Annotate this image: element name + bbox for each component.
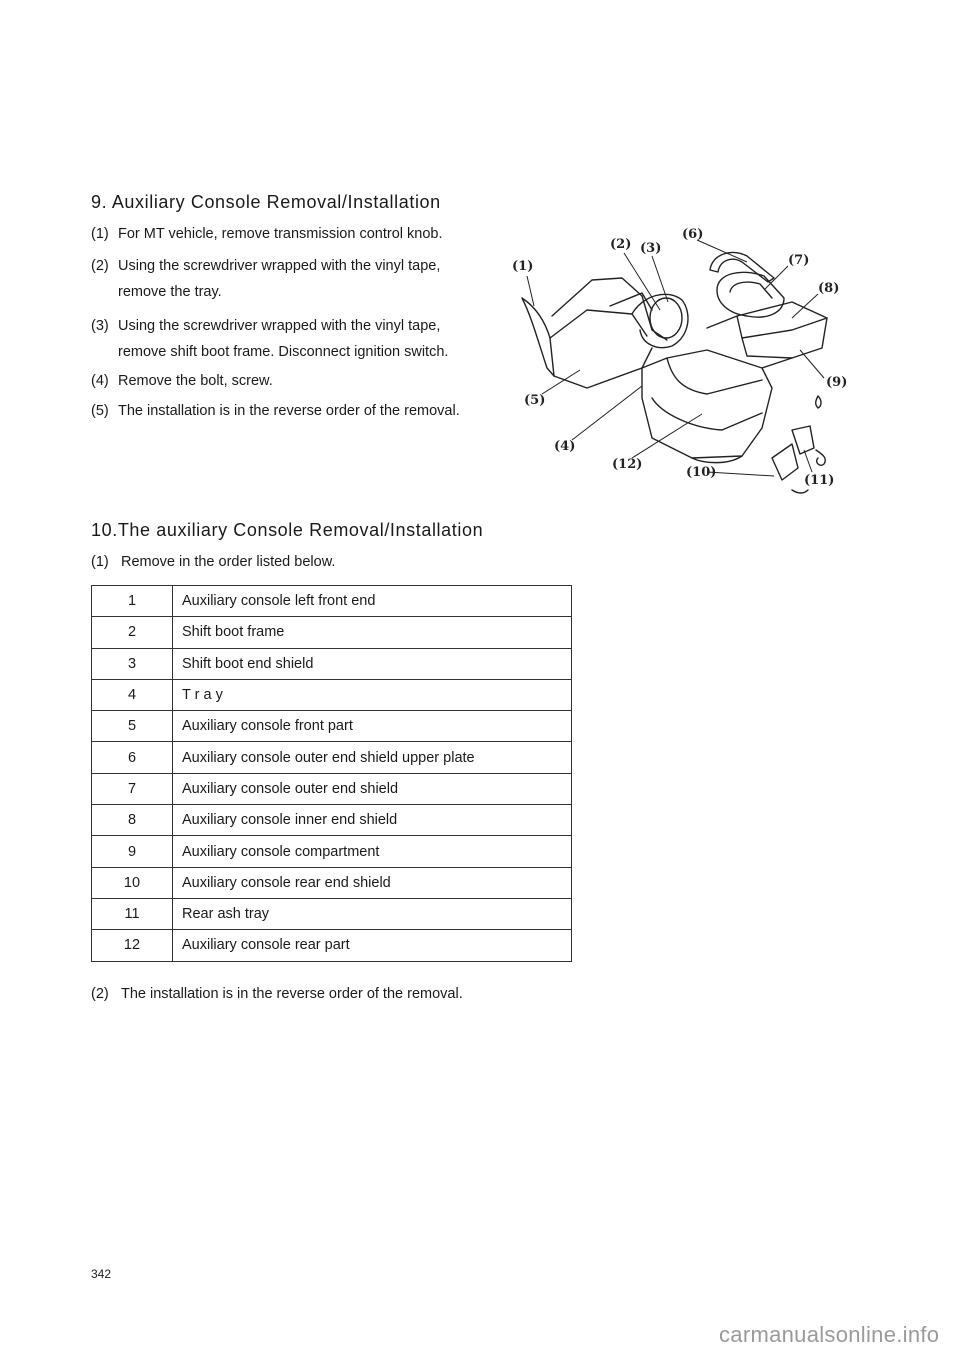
outro-text: The installation is in the reverse order of the removal. (121, 986, 463, 1002)
table-row (92, 711, 572, 742)
part-number: 5 (92, 711, 173, 742)
section-9-title: 9. Auxiliary Console Removal/Installation (91, 192, 441, 212)
watermark: carmanualsonline.info (719, 1322, 940, 1347)
part-name: Auxiliary console rear end shield (173, 867, 572, 898)
part-number: 8 (92, 805, 173, 836)
part-name: Rear ash tray (173, 898, 572, 929)
callout-2: (2) (610, 237, 632, 252)
callout-8: (8) (818, 281, 840, 296)
callout-9: (9) (826, 375, 848, 390)
callout-11: (11) (804, 473, 835, 488)
step-5-number: (5) (91, 403, 109, 419)
part-number: 1 (92, 586, 173, 617)
outro-number: (2) (91, 986, 109, 1002)
part-name: Auxiliary console outer end shield (173, 773, 572, 804)
section-10-intro (91, 554, 335, 570)
step-1 (91, 226, 443, 242)
intro-text: Remove in the order listed below. (121, 554, 336, 570)
step-2 (91, 258, 440, 274)
part-number: 3 (92, 648, 173, 679)
part-name: Auxiliary console compartment (173, 836, 572, 867)
parts-table-body (92, 586, 572, 962)
part-number: 7 (92, 773, 173, 804)
table-row (92, 898, 572, 929)
step-3-text: Using the screwdriver wrapped with the vinyl tape, (118, 318, 441, 334)
table-row (92, 805, 572, 836)
page-number: 342 (91, 1267, 112, 1281)
part-number: 12 (92, 930, 173, 961)
table-row (92, 867, 572, 898)
part-name: Auxiliary console front part (173, 711, 572, 742)
part-name: Shift boot frame (173, 617, 572, 648)
part-name: Auxiliary console inner end shield (173, 805, 572, 836)
section-10-title: 10.The auxiliary Console Removal/Installation (91, 520, 484, 540)
part-name: Auxiliary console left front end (173, 586, 572, 617)
part-number: 11 (92, 898, 173, 929)
table-row (92, 586, 572, 617)
part-name: Auxiliary console rear part (173, 930, 572, 961)
callout-5: (5) (524, 393, 546, 408)
diagram-callout-labels (512, 227, 847, 488)
part-number: 6 (92, 742, 173, 773)
step-2-continuation: remove the tray. (118, 284, 222, 300)
step-4-text: Remove the bolt, screw. (118, 373, 273, 389)
table-row (92, 679, 572, 710)
step-4 (91, 373, 273, 389)
step-2-text: Using the screwdriver wrapped with the vinyl tape, (118, 258, 441, 274)
section-10-outro (91, 986, 463, 1002)
table-row (92, 773, 572, 804)
callout-7: (7) (788, 253, 810, 268)
intro-number: (1) (91, 554, 109, 570)
callout-1: (1) (512, 259, 534, 274)
part-number: 10 (92, 867, 173, 898)
callout-3: (3) (640, 241, 662, 256)
parts-removal-table (91, 585, 572, 962)
table-row (92, 836, 572, 867)
callout-6: (6) (682, 227, 704, 242)
callout-10: (10) (686, 465, 717, 480)
table-row (92, 617, 572, 648)
part-number: 2 (92, 617, 173, 648)
step-5 (91, 403, 460, 419)
step-2-number: (2) (91, 258, 109, 274)
part-name: T r a y (173, 679, 572, 710)
part-number: 4 (92, 679, 173, 710)
table-row (92, 648, 572, 679)
callout-4: (4) (554, 439, 576, 454)
step-3-continuation: remove shift boot frame. Disconnect ignition switch. (118, 344, 449, 360)
step-3 (91, 318, 440, 334)
step-1-number: (1) (91, 226, 109, 242)
step-4-number: (4) (91, 373, 109, 389)
part-name: Auxiliary console outer end shield upper plate (173, 742, 572, 773)
part-number: 9 (92, 836, 173, 867)
table-row (92, 930, 572, 961)
table-row (92, 742, 572, 773)
callout-12: (12) (612, 457, 643, 472)
console-exploded-diagram (492, 218, 852, 503)
step-5-text: The installation is in the reverse order of the removal. (118, 403, 460, 419)
diagram-drawing (522, 252, 827, 493)
step-3-number: (3) (91, 318, 109, 334)
part-name: Shift boot end shield (173, 648, 572, 679)
step-1-text: For MT vehicle, remove transmission control knob. (118, 226, 443, 242)
